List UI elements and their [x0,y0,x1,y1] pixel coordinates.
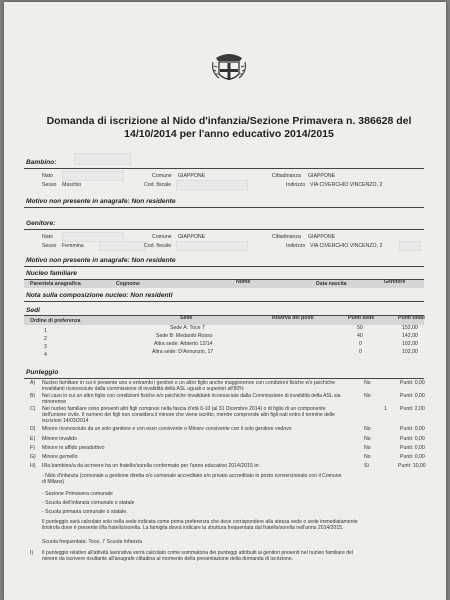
item-b-text: Nel caso in cui un altro figlio con condizioni fisiche e/o psichiche invalidanti riconosciute dalla Commissione di invalidità della ASL sia minorenne [42,393,341,406]
sedi-row-4-totali: 102,00 [402,349,418,355]
item-c-count: 1 [384,406,387,412]
nucleo-col-nome: Nome [236,279,251,285]
sedi-row-2-punti: 40 [357,333,363,339]
bambino-indirizzo-value: VIA CIVERCHIO VINCENZO, 2 [310,182,383,188]
sedi-row-3-punti: 0 [359,341,362,347]
item-c-points: Punti: 2,00 [400,406,425,412]
item-c-letter: C) [30,406,36,412]
sedi-heading: Sedi [26,307,40,314]
h-school: Scuola frequentata: Toce, 7 Scuola Infanzia [42,539,142,545]
redacted-name [99,241,146,251]
item-d-text: Minore riconosciuto da un solo genitore e con esso convivente o Minore convivente con il solo genitore vedovo [42,426,292,432]
genitore-sesso-label: Sesso [42,243,57,249]
item-d-answer: No [364,426,371,432]
genitore-indirizzo-value: VIA CIVERCHIO VINCENZO, 2 [310,243,383,249]
nucleo-col-data: Data nascita [316,281,347,287]
motivo-bambino: Motivo non presente in anagrafe: Non residente [26,198,176,205]
h-option-infanzia: - Scuola dell'infanzia comunale o statale [42,500,135,506]
h-option-nido: - Nido d'infanzia (comunale a gestione diretta o/o comunale accreditato e/o privato accreditato in posto convenzionato con il Comune di Milano) [42,473,342,486]
sedi-row-2-sede: Sede B: Medardo Rosso [156,333,213,339]
redacted-birth [62,171,124,181]
nucleo-col-cognome: Cognome [116,281,140,287]
bambino-heading: Bambino: [26,159,57,166]
item-i-letter: I) [30,550,34,556]
genitore-comune-label: Comune [152,234,172,240]
sedi-row-3-totali: 102,00 [402,341,418,347]
h-note: Il punteggio sarà calcolato solo nella sede indicata come prima preferenza che deve corrispondere alla stessa sede o sede immediatamente limitrofa dove è presente il/la fratello/sorella. La famiglia dovrà indicare la struttura frequentata dal fratello/sorella nell'anno 2014/2015. [42,519,358,532]
sedi-row-3-ord: 3 [44,344,47,350]
sedi-row-4-sede: Altra sede: D'Annunzio, 17 [152,349,214,355]
title-line-2: 14/10/2014 per l'anno educativo 2014/2015 [124,128,334,140]
divider [24,229,424,230]
item-e-answer: No [364,436,371,442]
divider [24,378,424,379]
sedi-row-1-ord: 1 [44,328,47,334]
genitore-codfisc-label: Cod. fiscale [144,243,172,249]
item-b-answer: No [364,393,371,399]
item-a-points: Punti: 0,00 [400,380,425,386]
sedi-row-1-totali: 152,00 [402,325,418,331]
nucleo-nota: Nota sulla composizione nucleo: Non residenti [26,292,173,299]
item-c-text: Nel nucleo familiare sono presenti altri figli compresi nella fascia d'età 0-10 (al 31 Dicembre 2014) o di figlio di un componente dell'unione civile. Il numero dei figli non considera il minore che viene iscritto, mentre comprende altri figli nati entro il termine delle iscrizioni 14/03/2014 [42,406,335,425]
nucleo-header-band [24,280,424,288]
bambino-citt-value: GIAPPONE [308,173,336,179]
sedi-row-2-ord: 2 [44,336,47,342]
item-a-letter: A) [30,380,36,386]
item-d-letter: D) [30,426,36,432]
genitore-heading: Genitore: [26,220,56,227]
bambino-codfisc-label: Cod. fiscale [144,182,172,188]
divider [24,168,424,169]
item-h-points: Punti: 10,00 [398,463,426,469]
item-a-answer: No [364,380,371,386]
sedi-row-3-sede: Altra sede: Arbierto 12/14 [154,341,213,347]
redacted-codfisc [176,241,248,251]
coat-of-arms-emblem [210,48,248,86]
h-option-primavera: - Sezione Primavera comunale [42,491,113,497]
motivo-genitore: Motivo non presente in anagrafe: Non residente [26,257,176,264]
sedi-col-ordine: Ordine di preferenza [30,318,81,324]
title-line-1: Domanda di iscrizione al Nido d'infanzia/Sezione Primavera n. 386628 del [46,115,412,127]
sedi-row-1-punti: 50 [357,325,363,331]
item-f-answer: No [364,445,371,451]
item-g-answer: No [364,454,371,460]
bambino-sesso-value: Maschio [62,182,82,188]
genitore-citt-label: Cittadinanza [272,234,301,240]
punteggio-heading: Punteggio [26,369,59,376]
document-page [4,2,446,600]
sedi-col-punti: Punti sede [348,315,375,321]
item-b-letter: B) [30,393,36,399]
divider [24,207,424,208]
bambino-comune-label: Comune [152,173,172,179]
genitore-indirizzo-label: Indirizzo [286,243,306,249]
item-g-points: Punti: 0,00 [400,454,425,460]
item-f-points: Punti: 0,00 [400,445,425,451]
item-a-text: Nucleo familiare in cui è presente uno o entrambi i genitori o un altro figlio anche maggiorenne con condizioni fisiche e/o psichiche invalidanti riconosciute dalla commissione di invalidità della ASL uguali o superiori all'80% [42,380,336,393]
sedi-col-totali: Punti totali [398,315,425,321]
bambino-indirizzo-label: Indirizzo [286,182,306,188]
item-g-text: Minore gemello [42,454,78,460]
divider [24,266,424,267]
sedi-row-4-punti: 0 [359,349,362,355]
item-e-letter: E) [30,436,36,442]
redacted-address [399,241,421,251]
nucleo-col-parentela: Parentela anagrafica [30,281,81,287]
nucleo-col-genitore: Genitore [384,279,406,285]
document-title [34,115,424,141]
item-g-letter: G) [30,454,36,460]
item-e-text: Minore invalido [42,436,77,442]
bambino-sesso-label: Sesso [42,182,57,188]
item-f-letter: F) [30,445,35,451]
bambino-citt-label: Cittadinanza [272,173,301,179]
item-i-text: Il punteggio relativo all'attività lavorativa verrà calcolato come sommatoria dei punteggi attribuiti ai genitori presenti nel nucleo familiare del minore da iscrivere risultante all'anagrafe cittadina al momento della presentazione della domanda di iscrizione. [42,550,354,563]
sedi-row-1-sede: Sede A: Toce 7 [170,325,205,331]
redacted-codfisc [176,180,248,190]
divider [24,301,424,302]
genitore-sesso-value: Femmina [62,243,84,249]
sedi-col-sede: Sede [180,315,193,321]
redacted-name [74,153,131,165]
item-e-points: Punti: 0,00 [400,436,425,442]
genitore-comune-value: GIAPPONE [178,234,206,240]
item-d-points: Punti: 0,00 [400,426,425,432]
genitore-nato-label: Nato [42,234,53,240]
sedi-row-4-ord: 4 [44,352,47,358]
sedi-col-riserva: Riserva del posti [272,315,314,321]
item-f-text: Minore in affido preadottivo [42,445,105,451]
genitore-citt-value: GIAPPONE [308,234,336,240]
nucleo-heading: Nucleo familiare [26,270,77,277]
item-h-text: Il/la bambino/a da iscrivere ha un fratello/sorella confermato per l'anno educativo 2014/2015 in: [42,463,260,469]
item-h-letter: H) [30,463,36,469]
bambino-comune-value: GIAPPONE [178,173,206,179]
h-option-primaria: - Scuola primaria comunale o statale. [42,509,128,515]
item-h-answer: Sì [364,463,369,469]
sedi-row-2-totali: 142,00 [402,333,418,339]
bambino-nato-label: Nato [42,173,53,179]
item-b-points: Punti: 0,00 [400,393,425,399]
